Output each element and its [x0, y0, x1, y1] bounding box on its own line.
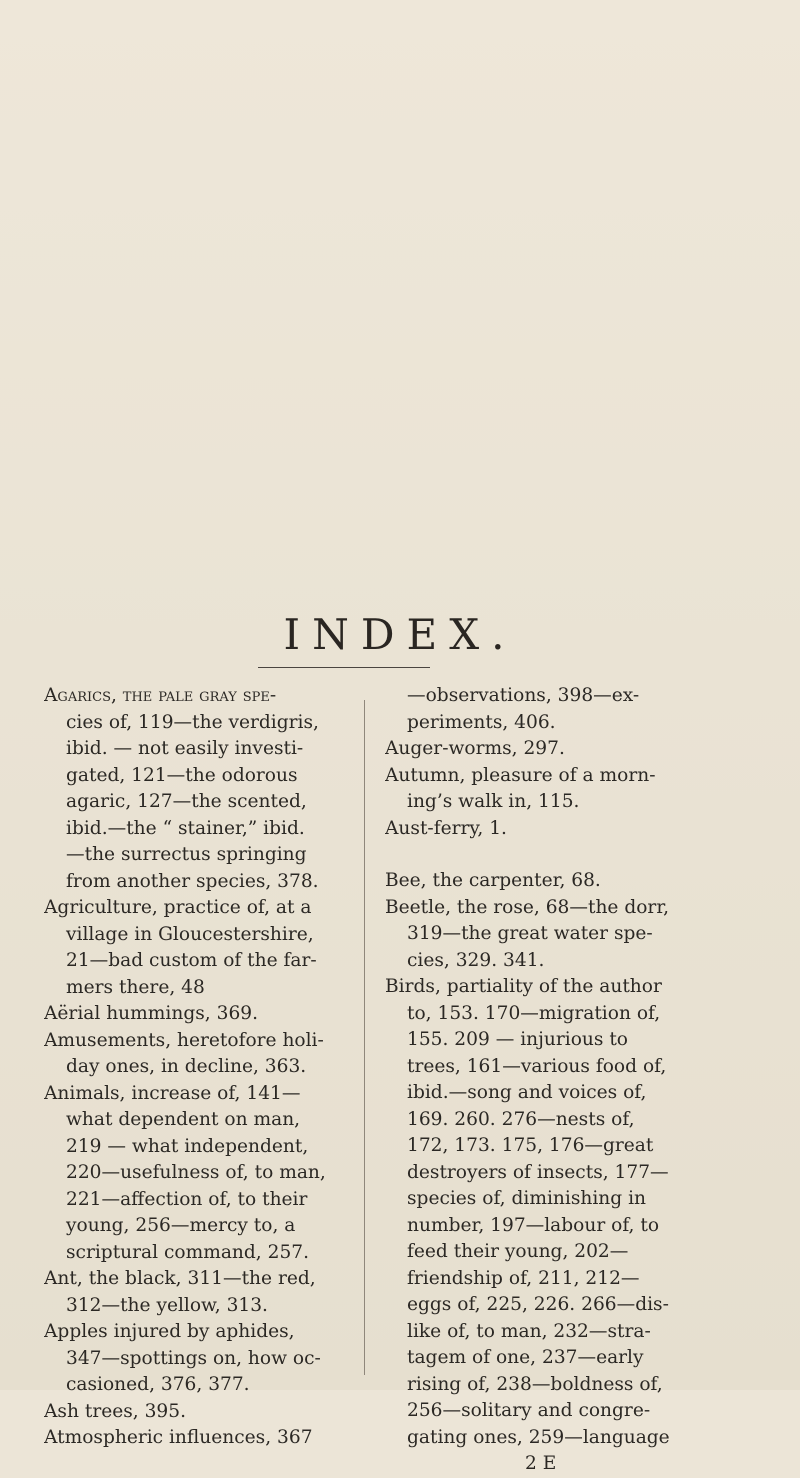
index-line: 312—the yellow, 313. — [66, 1294, 268, 1316]
index-line: Animals, increase of, 141— — [44, 1082, 301, 1104]
index-line: 319—the great water spe- — [407, 923, 653, 944]
index-line: ing’s walk in, 115. — [407, 791, 580, 812]
index-line: 219 — what independent, — [66, 1135, 309, 1157]
index-line: 220—usefulness of, to man, — [66, 1162, 326, 1183]
index-line: tagem of one, 237—early — [407, 1347, 644, 1368]
index-line: young, 256—mercy to, a — [66, 1215, 296, 1236]
index-line: destroyers of insects, 177— — [407, 1161, 669, 1183]
index-line: number, 197—labour of, to — [407, 1214, 660, 1236]
index-line: species of, diminishing in — [407, 1188, 647, 1209]
index-line: Atmospheric influences, 367 — [44, 1427, 313, 1448]
index-line: cies of, 119—the verdigris, — [66, 711, 319, 733]
index-line: trees, 161—various food of, — [407, 1055, 667, 1077]
index-line: Apples injured by aphides, — [44, 1321, 295, 1342]
index-line: 169. 260. 276—nests of, — [407, 1108, 635, 1130]
index-line: day ones, in decline, 363. — [66, 1056, 307, 1077]
index-line: friendship of, 211, 212— — [407, 1267, 640, 1289]
index-line: from another species, 378. — [66, 870, 319, 892]
column-divider — [364, 700, 365, 1375]
index-line: 21—bad custom of the far- — [66, 950, 317, 971]
index-line: Birds, partiality of the author — [385, 976, 662, 997]
index-line: 155. 209 — injurious to — [407, 1029, 629, 1050]
index-line: 347—spottings on, how oc- — [66, 1347, 321, 1369]
index-line: Amusements, heretofore holi- — [44, 1029, 324, 1051]
index-line: scriptural command, 257. — [66, 1241, 310, 1263]
index-line: Aust-ferry, 1. — [385, 817, 507, 839]
index-line: Auger-worms, 297. — [385, 738, 565, 759]
index-line: gating ones, 259—language — [407, 1426, 670, 1448]
index-line: cies, 329. 341. — [407, 949, 545, 971]
index-line: 172, 173. 175, 176—great — [407, 1135, 654, 1156]
index-line: feed their young, 202— — [407, 1241, 629, 1262]
index-line: —the surrectus springing — [66, 844, 307, 865]
entry-gap — [385, 842, 707, 868]
right-column — [385, 683, 707, 1478]
index-line: Ash trees, 395. — [44, 1400, 186, 1422]
index-line: 221—affection of, to their — [66, 1188, 308, 1210]
index-line: village in Gloucestershire, — [66, 923, 314, 945]
index-line: rising of, 238—boldness of, — [407, 1373, 663, 1395]
signature-mark: 2 E — [525, 1453, 557, 1474]
index-line: Beetle, the rose, 68—the dorr, — [385, 896, 670, 918]
index-line: agaric, 127—the scented, — [66, 791, 307, 812]
index-line: mers there, 48 — [66, 976, 205, 998]
index-line: eggs of, 225, 226. 266—dis- — [407, 1294, 669, 1315]
index-line: gated, 121—the odorous — [66, 764, 298, 786]
title-rule — [258, 667, 430, 668]
index-line: —observations, 398—ex- — [407, 685, 640, 706]
index-line: ibid.—the “ stainer,” ibid. — [66, 817, 305, 839]
index-line: Aërial hummings, 369. — [44, 1003, 259, 1024]
index-line: 256—solitary and congre- — [407, 1400, 651, 1421]
index-line: periments, 406. — [407, 711, 556, 733]
index-line: Agarics, the pale gray spe- — [44, 685, 277, 706]
index-line: to, 153. 170—migration of, — [407, 1002, 661, 1024]
index-line: like of, to man, 232—stra- — [407, 1320, 651, 1342]
index-line: what dependent on man, — [66, 1109, 301, 1130]
index-line: casioned, 376, 377. — [66, 1374, 250, 1395]
index-line: Agriculture, practice of, at a — [44, 897, 312, 918]
page-title: INDEX. — [283, 610, 517, 659]
index-line: ibid.—song and voices of, — [407, 1082, 647, 1103]
index-line: ibid. — not easily investi- — [66, 738, 304, 759]
index-line: Ant, the black, 311—the red, — [44, 1268, 316, 1289]
index-line: Autumn, pleasure of a morn- — [385, 764, 656, 786]
index-line: Bee, the carpenter, 68. — [385, 870, 601, 891]
left-column — [44, 683, 366, 1452]
